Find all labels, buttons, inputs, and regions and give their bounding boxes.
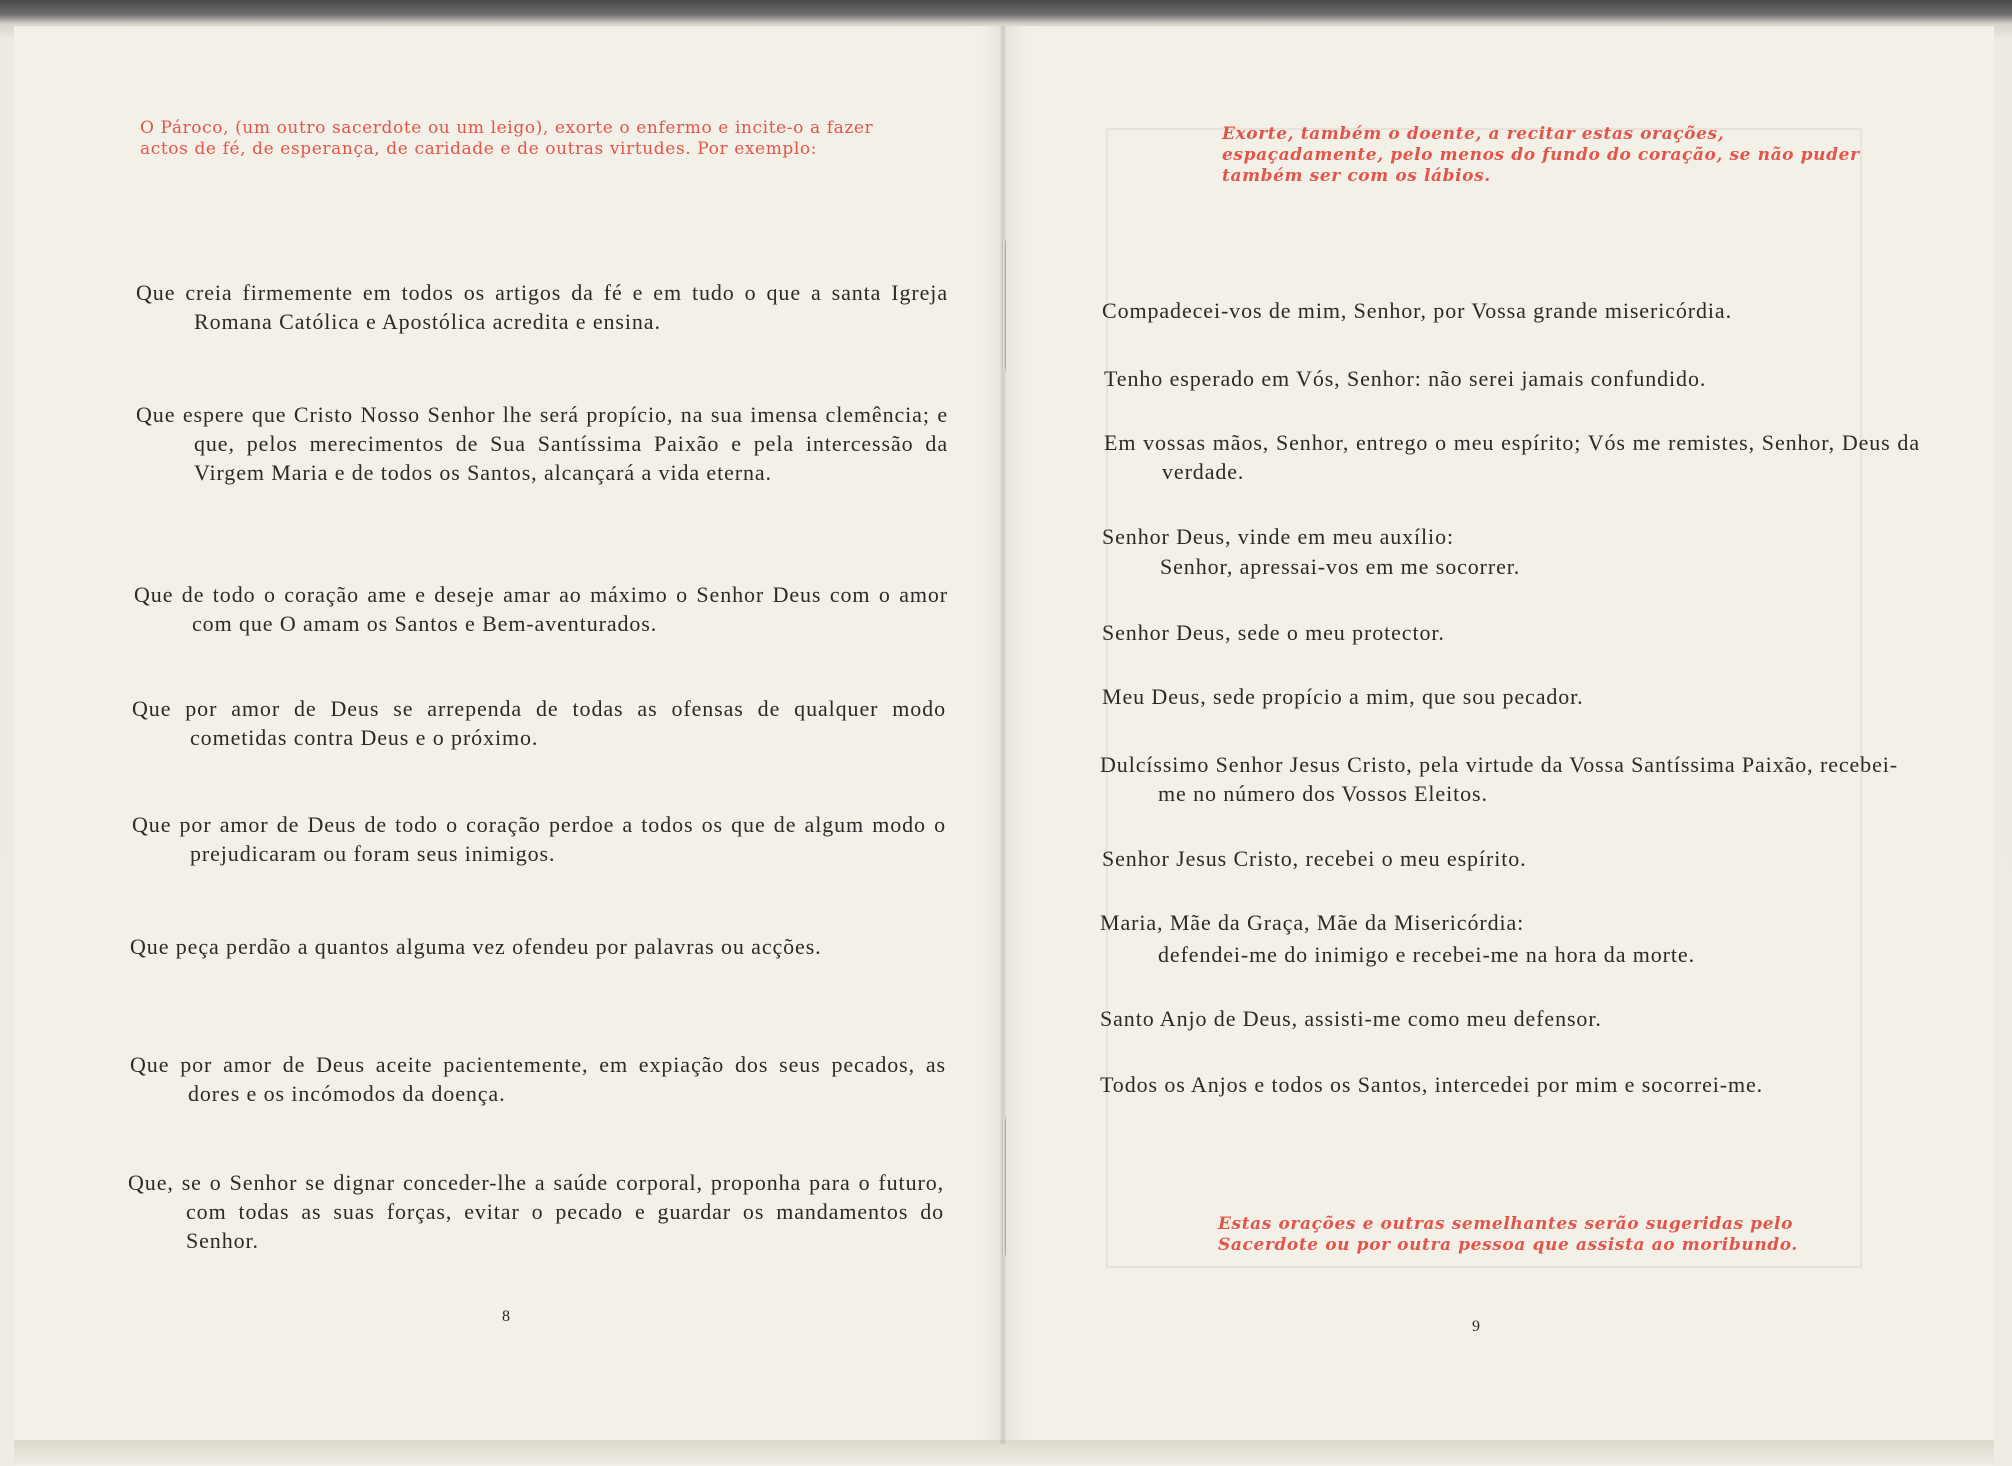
prayer-9-line-2: defendei-me do inimigo e recebei-me na hora da morte. xyxy=(1158,942,1695,967)
exhortation-item-6: Que peça perdão a quantos alguma vez ofendeu por palavras ou acções. xyxy=(130,934,822,959)
exhortation-item-7: Que por amor de Deus aceite pacientemente, em expiação dos seus pecados, as dores e os incómodos da doença. xyxy=(130,1052,946,1106)
exhortation-item-8: Que, se o Senhor se dignar conceder-lhe a saúde corporal, proponha para o futuro, com todas as suas forças, evitar o pecado e guardar os mandamentos do Senhor. xyxy=(128,1170,944,1253)
prayer-6: Meu Deus, sede propício a mim, que sou pecador. xyxy=(1102,684,1584,709)
exhortation-item-3: Que de todo o coração ame e deseje amar ao máximo o Senhor Deus com o amor com que O amam os Santos e Bem-aventurados. xyxy=(134,582,948,636)
prayer-1: Compadecei-vos de mim, Senhor, por Vossa grande misericórdia. xyxy=(1102,298,1732,323)
page-number-right: 9 xyxy=(1472,1318,1480,1335)
left-page-instruction: O Pároco, (um outro sacerdote ou um leigo), exorte o enfermo e incite-o a fazer actos de fé, de esperança, de caridade e de outras virtudes. Por exemplo: xyxy=(140,118,874,159)
exhortation-item-1: Que creia firmemente em todos os artigos da fé e em tudo o que a santa Igreja Romana Católica e Apostólica acredita e ensina. xyxy=(136,280,948,334)
prayer-5: Senhor Deus, sede o meu protector. xyxy=(1102,620,1445,645)
prayer-10: Santo Anjo de Deus, assisti-me como meu defensor. xyxy=(1100,1006,1602,1031)
staple-top xyxy=(1002,240,1006,370)
staple-bottom xyxy=(1002,1118,1006,1256)
right-page-footer-note: Estas orações e outras semelhantes serão sugeridas pelo Sacerdote ou por outra pessoa que assista ao moribundo. xyxy=(1218,1214,1798,1255)
right-page-instruction: Exorte, também o doente, a recitar estas orações, espaçadamente, pelo menos do fundo do coração, se não puder também ser com os lábios. xyxy=(1222,124,1860,186)
page-number-left: 8 xyxy=(502,1308,510,1325)
prayer-3: Em vossas mãos, Senhor, entrego o meu espírito; Vós me remistes, Senhor, Deus da verdade. xyxy=(1104,430,1920,484)
prayer-8: Senhor Jesus Cristo, recebei o meu espírito. xyxy=(1102,846,1527,871)
exhortation-item-5: Que por amor de Deus de todo o coração perdoe a todos os que de algum modo o prejudicaram ou foram seus inimigos. xyxy=(132,812,946,866)
exhortation-item-2: Que espere que Cristo Nosso Senhor lhe será propício, na sua imensa clemência; e que, pelos merecimentos de Sua Santíssima Paixão e pela intercessão da Virgem Maria e de todos os Santos, alcançará a vida eterna. xyxy=(136,402,948,485)
prayer-7: Dulcíssimo Senhor Jesus Cristo, pela virtude da Vossa Santíssima Paixão, recebei-me no número dos Vossos Eleitos. xyxy=(1100,752,1898,806)
prayer-4-line-1: Senhor Deus, vinde em meu auxílio: xyxy=(1102,524,1454,549)
exhortation-item-4: Que por amor de Deus se arrependa de todas as ofensas de qualquer modo cometidas contra Deus e o próximo. xyxy=(132,696,946,750)
prayer-9-line-1: Maria, Mãe da Graça, Mãe da Misericórdia: xyxy=(1100,910,1525,935)
prayer-11: Todos os Anjos e todos os Santos, intercedei por mim e socorrei-me. xyxy=(1100,1072,1764,1097)
prayer-2: Tenho esperado em Vós, Senhor: não serei jamais confundido. xyxy=(1104,366,1707,391)
prayer-4-line-2: Senhor, apressai-vos em me socorrer. xyxy=(1160,554,1521,579)
